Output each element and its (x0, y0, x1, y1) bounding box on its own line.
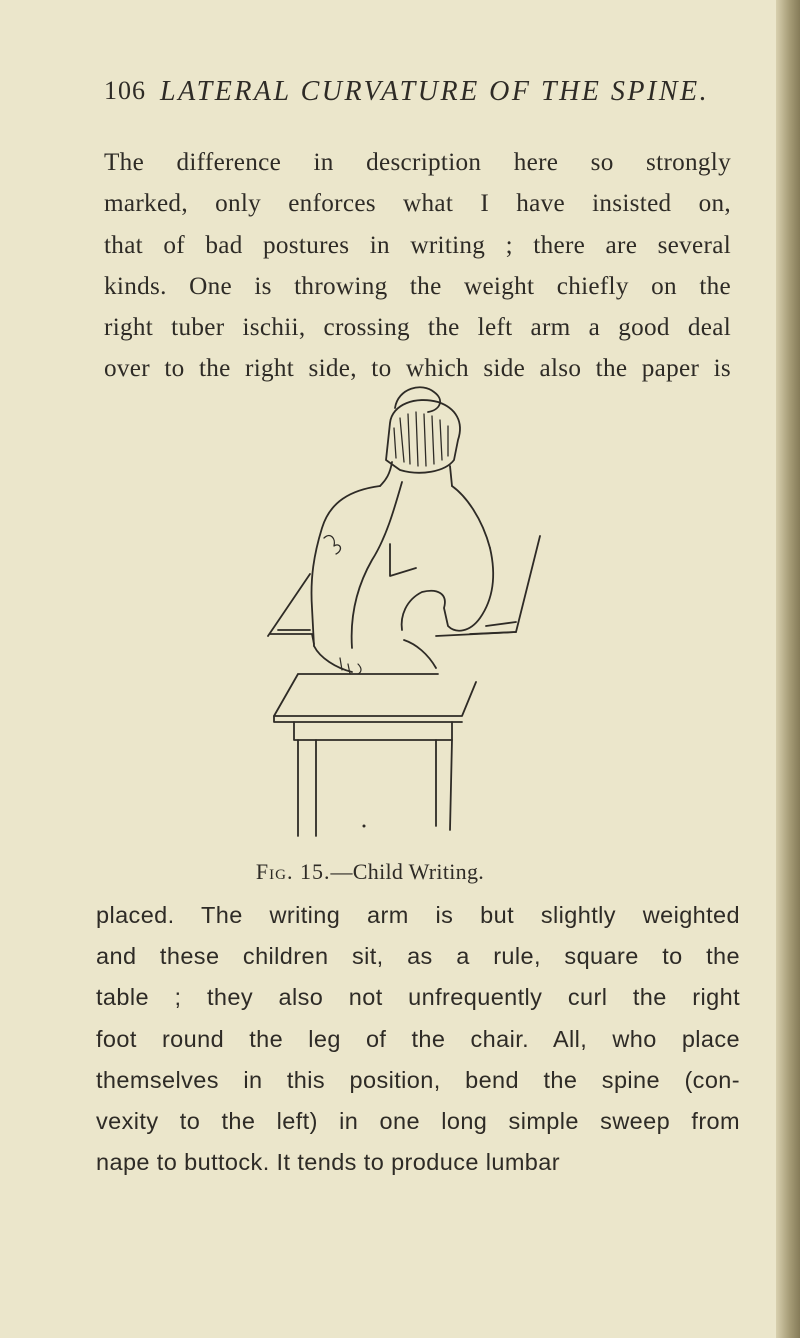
text-line: nape to buttock. It tends to produce lumbar (96, 1149, 560, 1176)
text-line: over to the right side, to which side also the paper is (104, 355, 731, 383)
scapula-right (390, 544, 416, 576)
figure-label: Fig. 15. (255, 859, 331, 884)
text-line: vexity to the left) in one long simple sweep from (96, 1107, 740, 1134)
text-line: marked, only enforces what I have insisted on, (104, 190, 731, 218)
scapula-left (324, 536, 340, 554)
spine-line (352, 482, 402, 648)
text-line: right tuber ischii, crossing the left arm a good deal (104, 314, 731, 342)
chair-apron (294, 722, 452, 740)
head-outline (386, 400, 460, 473)
right-arm (402, 548, 494, 631)
text-line: kinds. One is throwing the weight chiefly on the (104, 272, 731, 300)
text-line: themselves in this position, bend the spine (con- (96, 1066, 740, 1093)
paragraph-2 (96, 895, 740, 1183)
figure-child-writing (240, 378, 580, 848)
right-shoulder (452, 486, 490, 548)
text-line: and these children sit, as a rule, square to the (96, 943, 740, 970)
figure-caption (0, 859, 800, 885)
page-header (104, 76, 724, 116)
paragraph-1 (104, 142, 731, 390)
paper (436, 536, 540, 636)
neck-line (380, 462, 452, 486)
child-writing-illustration (240, 378, 580, 848)
seat-front (274, 716, 462, 722)
printer-dot (363, 825, 366, 828)
hip-line (314, 640, 436, 672)
hair-strands (394, 412, 448, 466)
figure-title: —Child Writing. (330, 859, 485, 884)
seat (274, 674, 476, 716)
running-head: LATERAL CURVATURE OF THE SPINE. (160, 76, 710, 107)
text-line: table ; they also not unfrequently curl the right (96, 984, 740, 1011)
text-line: foot round the leg of the chair. All, who place (96, 1025, 740, 1052)
text-line: placed. The writing arm is but slightly weighted (96, 902, 740, 928)
chair-leg-left (298, 740, 316, 836)
chair-leg-right (436, 740, 452, 830)
text-line: The difference in description here so strongly (104, 149, 731, 176)
page-number: 106 (104, 76, 146, 105)
left-arm-table (268, 574, 314, 644)
text-line: that of bad postures in writing ; there are several (104, 231, 731, 259)
page-edge-shadow (776, 0, 800, 1338)
